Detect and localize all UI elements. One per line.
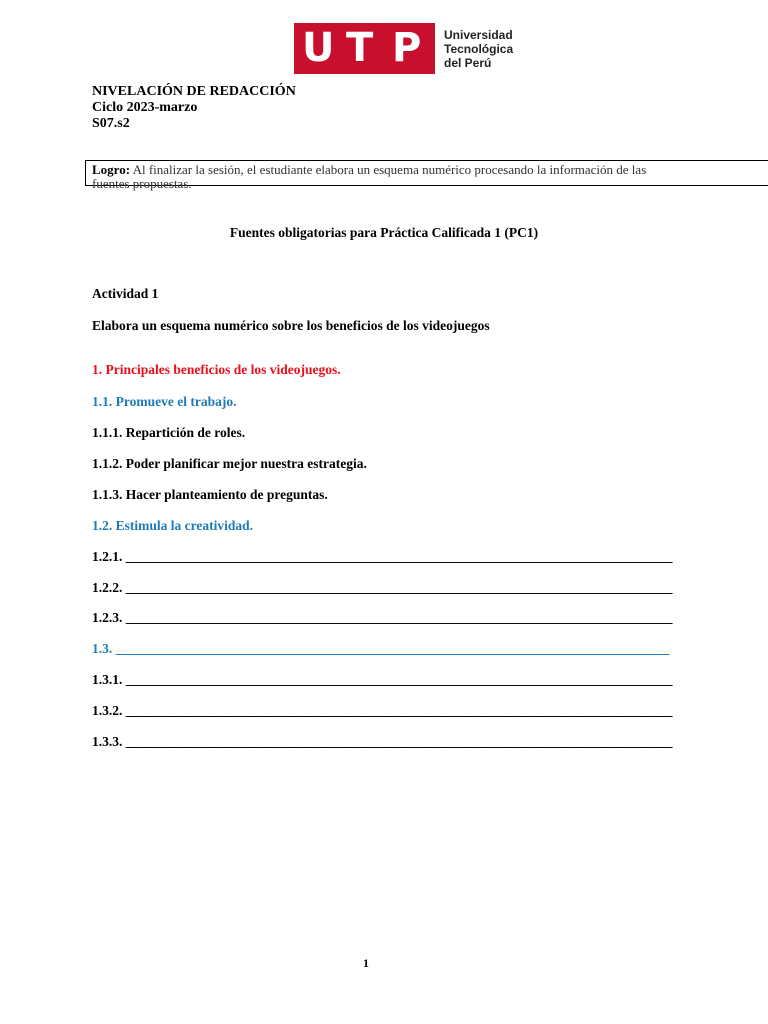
outline-item: 1.2.2. _________________________________________________________________________________ bbox=[92, 580, 673, 595]
outline-item: 1. Principales beneficios de los videojuegos. bbox=[92, 362, 341, 377]
course-title: NIVELACIÓN DE REDACCIÓN bbox=[92, 84, 296, 99]
sources-title: Fuentes obligatorias para Práctica Calificada 1 (PC1) bbox=[229, 225, 539, 240]
page-number: 1 bbox=[363, 956, 369, 970]
logro-text bbox=[92, 163, 672, 191]
activity-instruction: Elabora un esquema numérico sobre los beneficios de los videojuegos bbox=[92, 318, 490, 333]
logo-letter-u: U bbox=[302, 25, 335, 71]
outline-item: 1.3. __________________________________________________________________________________ bbox=[92, 641, 670, 656]
university-name-line: del Perú bbox=[444, 56, 492, 70]
outline-item: 1.1.2. Poder planificar mejor nuestra estrategia. bbox=[92, 456, 367, 471]
outline-item: 1.2.3. _________________________________________________________________________________ bbox=[92, 610, 673, 625]
university-name-line: Universidad bbox=[444, 28, 513, 42]
outline-item: 1.1.3. Hacer planteamiento de preguntas. bbox=[92, 487, 328, 502]
outline-item: 1.1. Promueve el trabajo. bbox=[92, 394, 237, 409]
university-name-line: Tecnológica bbox=[444, 42, 514, 56]
session-label: S07.s2 bbox=[92, 116, 130, 131]
logro-box bbox=[85, 160, 768, 191]
cycle-label: Ciclo 2023-marzo bbox=[92, 100, 198, 115]
activity-title: Actividad 1 bbox=[92, 286, 159, 301]
outline-item: 1.2. Estimula la creatividad. bbox=[92, 518, 254, 533]
document-header bbox=[92, 84, 296, 132]
outline-item: 1.3.3. _________________________________________________________________________________ bbox=[92, 734, 673, 749]
logro-label: Logro: bbox=[92, 162, 131, 177]
logo-letter-t: T bbox=[346, 25, 374, 71]
logo-letter-p: P bbox=[392, 25, 422, 71]
utp-logo bbox=[294, 23, 514, 75]
outline-item: 1.3.2. _________________________________________________________________________________ bbox=[92, 703, 673, 718]
outline-item: 1.3.1. _________________________________________________________________________________ bbox=[92, 672, 673, 687]
outline-item: 1.1.1. Repartición de roles. bbox=[92, 425, 246, 440]
utp-logo-mark bbox=[294, 23, 435, 74]
outline-item: 1.2.1. _________________________________________________________________________________ bbox=[92, 549, 673, 564]
logro-description: Al finalizar la sesión, el estudiante elabora un esquema numérico procesando la información de las fuentes propuestas. bbox=[92, 162, 647, 191]
university-name bbox=[444, 28, 524, 70]
